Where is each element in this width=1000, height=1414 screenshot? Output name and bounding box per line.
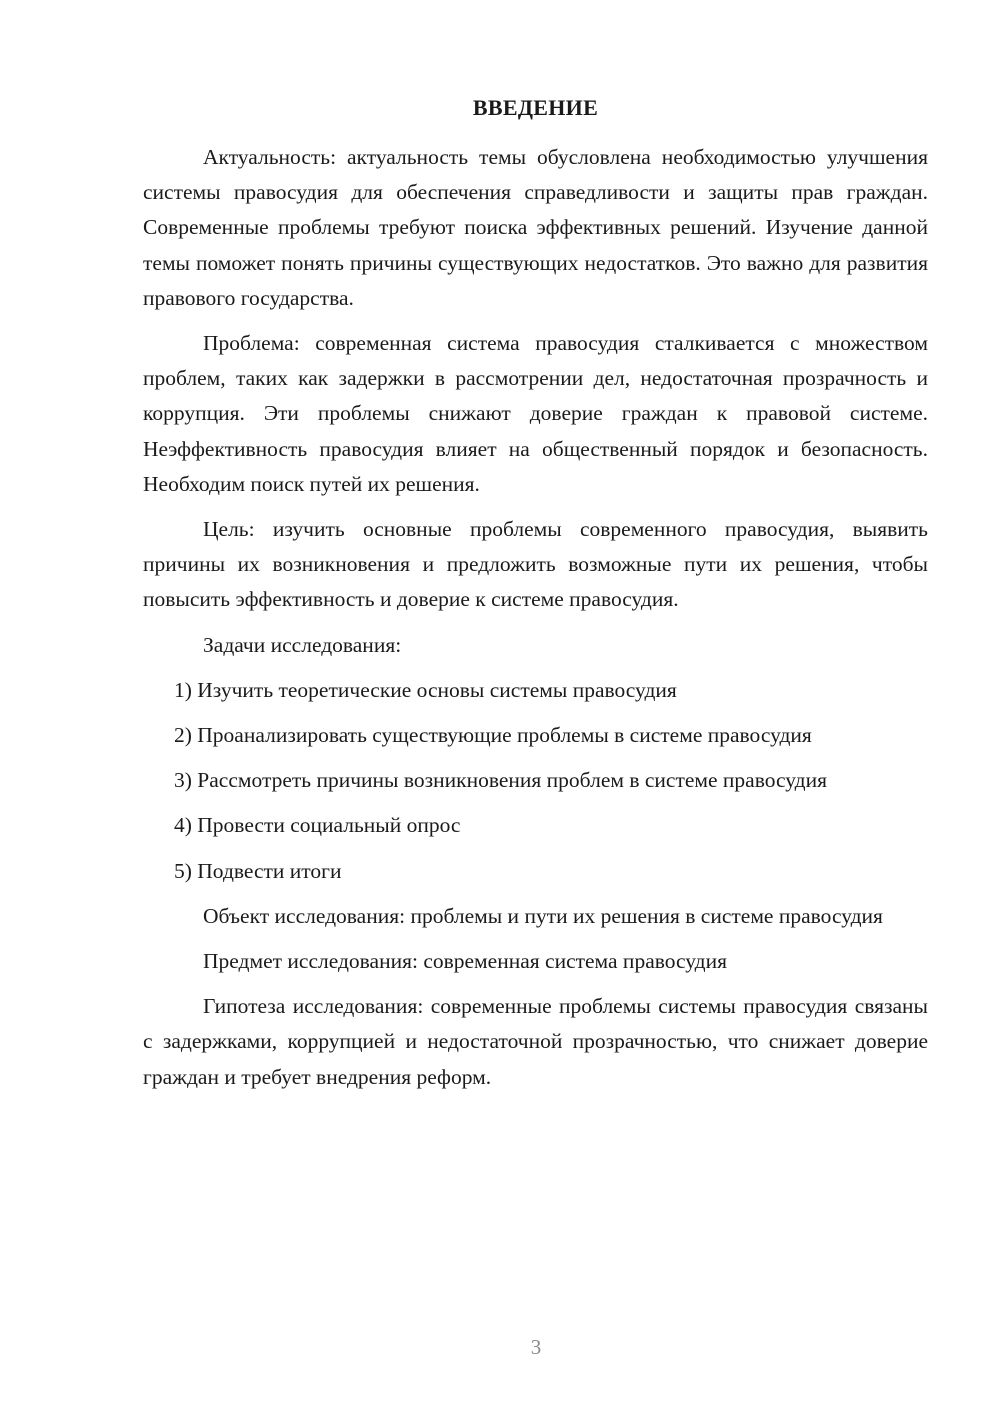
relevance-paragraph: Актуальность: актуальность темы обусловлена необходимостью улучшения системы правосудия для обеспечения справедливости и защиты прав граждан. Современные проблемы требуют поиска эффективных решений. Изучение данной темы поможет понять причины существующих недостатков. Это важно для развития правового государства. — [143, 145, 928, 310]
task-item-4: 4) Провести социальный опрос — [174, 813, 461, 838]
page-content — [143, 94, 928, 1105]
problem-paragraph: Проблема: современная система правосудия сталкивается с множеством проблем, таких как задержки в рассмотрении дел, недостаточная прозрачность и коррупция. Эти проблемы снижают доверие граждан к правовой системе. Неэффективность правосудия влияет на общественный порядок и безопасность. Необходим поиск путей их решения. — [143, 331, 928, 496]
goal-paragraph: Цель: изучить основные проблемы современного правосудия, выявить причины их возникновения и предложить возможные пути их решения, чтобы повысить эффективность и доверие к системе правосудия. — [143, 517, 928, 612]
hypothesis-paragraph: Гипотеза исследования: современные проблемы системы правосудия связаны с задержками, коррупцией и недостаточной прозрачностью, что снижает доверие граждан и требует внедрения реформ. — [143, 994, 928, 1089]
task-item-1: 1) Изучить теоретические основы системы правосудия — [174, 677, 677, 702]
page-number: 3 — [530, 1335, 542, 1359]
task-item-2: 2) Проанализировать существующие проблемы в системе правосудия — [174, 723, 812, 748]
task-item-3: 3) Рассмотреть причины возникновения проблем в системе правосудия — [174, 768, 827, 793]
object-paragraph: Объект исследования: проблемы и пути их решения в системе правосудия — [203, 903, 883, 928]
page-title: ВВЕДЕНИЕ — [472, 95, 599, 120]
tasks-heading: Задачи исследования: — [203, 632, 402, 657]
task-item-5: 5) Подвести итоги — [174, 858, 342, 883]
tasks-list — [143, 673, 928, 889]
subject-paragraph: Предмет исследования: современная система правосудия — [203, 949, 728, 974]
